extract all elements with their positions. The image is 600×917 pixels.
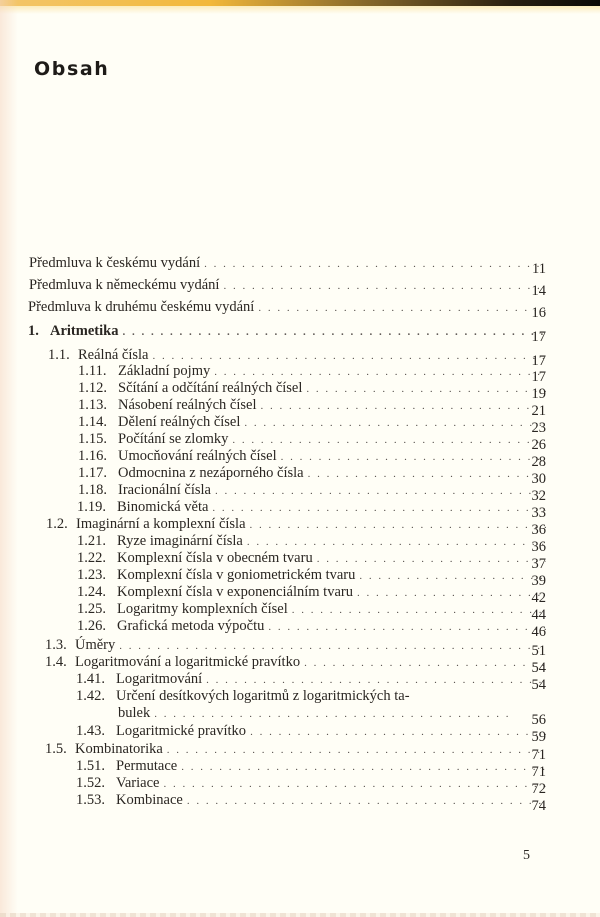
toc-entry-number: 1.5. xyxy=(45,741,67,757)
toc-entry-page: 11 xyxy=(532,261,546,277)
toc-entry-title: Ryze imaginární čísla xyxy=(117,533,243,549)
toc-entry-page: 17 xyxy=(531,353,546,369)
toc-entry-title: Iracionální čísla xyxy=(118,482,211,498)
toc-entry-title: Předmluva k druhému českému vydání xyxy=(28,299,255,315)
toc-entry-title: Logaritmování a logaritmické pravítko xyxy=(75,654,301,670)
toc-entry-page: 37 xyxy=(531,556,546,572)
toc-entry-title: Komplexní čísla v goniometrickém tvaru xyxy=(117,567,356,583)
toc-entry-title: Logaritmy komplexních čísel xyxy=(117,601,288,617)
dot-leader xyxy=(204,255,546,273)
toc-entry-number: 1.1. xyxy=(48,347,70,363)
toc-entry-title: Násobení reálných čísel xyxy=(118,397,257,413)
toc-entry-number: 1.24. xyxy=(77,584,106,600)
toc-entry xyxy=(45,740,546,763)
toc-entry xyxy=(45,636,546,659)
dot-leader xyxy=(122,323,546,341)
toc-entry xyxy=(77,600,546,623)
toc-entry-page: 26 xyxy=(531,437,546,453)
toc-entry-title: Reálná čísla xyxy=(78,347,149,363)
toc-entry-number: 1.21. xyxy=(77,533,106,549)
toc-entry xyxy=(78,413,546,436)
dot-leader xyxy=(223,277,546,295)
toc-entry-page: 28 xyxy=(531,454,546,470)
toc-entry-title: Sčítání a odčítání reálných čísel xyxy=(118,380,303,396)
toc-entry-number: 1.41. xyxy=(76,671,105,687)
toc-entry-number: 1.52. xyxy=(76,775,105,791)
toc-entry-number: 1.22. xyxy=(77,550,106,566)
toc-entry xyxy=(28,322,546,345)
toc-entry-title: Předmluva k českému vydání xyxy=(29,255,201,271)
toc-entry-title: Aritmetika xyxy=(50,323,119,339)
toc-entry-number: 1.4. xyxy=(45,654,67,670)
dot-leader xyxy=(154,705,516,723)
toc-entry-page: 23 xyxy=(531,420,546,436)
toc-entry-title: Dělení reálných čísel xyxy=(118,414,241,430)
toc-entry-title: Grafická metoda výpočtu xyxy=(117,618,265,634)
toc-entry xyxy=(78,379,546,402)
toc-entry-number: 1.26. xyxy=(77,618,106,634)
toc-entry-number: 1.51. xyxy=(76,758,105,774)
toc-entry-page: 74 xyxy=(531,798,546,814)
toc-entry xyxy=(29,254,546,277)
toc-entry-title: Předmluva k německému vydání xyxy=(29,277,220,293)
toc-entry xyxy=(77,566,546,589)
toc-entry-number: 1.43. xyxy=(76,723,105,739)
toc-entry xyxy=(46,515,546,538)
toc-entry-title: Úměry xyxy=(75,637,116,653)
toc-entry-number: 1.42. xyxy=(76,688,105,704)
toc-entry xyxy=(76,774,546,797)
toc-entry-number: 1.11. xyxy=(78,363,107,379)
toc-entry-number: 1.15. xyxy=(78,431,107,447)
toc-entry-page: 71 xyxy=(531,764,546,780)
dot-leader xyxy=(187,792,546,810)
toc-entry-page: 36 xyxy=(531,522,546,538)
toc-entry-page: 42 xyxy=(531,590,546,606)
toc-entry-number: 1.53. xyxy=(76,792,105,808)
toc-entry xyxy=(45,653,546,676)
toc-entry-page: 14 xyxy=(531,283,546,299)
toc-entry-page: 51 xyxy=(531,643,546,659)
toc-entry-continuation xyxy=(118,704,516,722)
toc-entry-title: Binomická věta xyxy=(117,499,209,515)
toc-entry xyxy=(78,430,546,453)
toc-entry-page: 39 xyxy=(531,573,546,589)
toc-entry-title: Komplexní čísla v obecném tvaru xyxy=(117,550,313,566)
dot-leader xyxy=(268,618,546,636)
toc-entry-title: Permutace xyxy=(116,758,178,774)
toc-entry xyxy=(76,722,546,745)
toc-entry-page: 17 xyxy=(531,369,546,385)
toc-entry-title: Základní pojmy xyxy=(118,363,211,379)
toc-entry-number: 1.19. xyxy=(77,499,106,515)
toc-entry-page: 19 xyxy=(531,386,546,402)
toc-entry xyxy=(76,757,546,780)
dot-leader xyxy=(250,723,546,741)
toc-entry-page: 33 xyxy=(531,505,546,521)
toc-entry-title: Kombinace xyxy=(116,792,183,808)
toc-entry xyxy=(77,617,546,640)
page-title: Obsah xyxy=(34,58,110,80)
toc-entry-title: Imaginární a komplexní čísla xyxy=(76,516,246,532)
toc-entry-number: 1.25. xyxy=(77,601,106,617)
toc-entry xyxy=(76,791,546,814)
toc-entry-title: Kombinatorika xyxy=(75,741,163,757)
toc-entry xyxy=(29,276,546,299)
toc-entry-page: 32 xyxy=(531,488,546,504)
toc-entry-number: 1.17. xyxy=(78,465,107,481)
toc-entry-title: Logaritmické pravítko xyxy=(116,723,247,739)
page-number: 5 xyxy=(523,848,530,863)
toc-entry-number: 1.23. xyxy=(77,567,106,583)
toc-entry-title-continued: bulek xyxy=(118,705,151,721)
toc-entry-title: Odmocnina z nezáporného čísla xyxy=(118,465,304,481)
toc-entry xyxy=(78,481,546,504)
toc-entry-title: Počítání se zlomky xyxy=(118,431,229,447)
toc-entry-page: 54 xyxy=(531,677,546,693)
toc-entry-page: 36 xyxy=(531,539,546,555)
toc-entry-title: Určení desítkových logaritmů z logaritmických ta- xyxy=(116,688,410,704)
toc-entry-number: 1.3. xyxy=(45,637,67,653)
toc-entry xyxy=(76,670,546,693)
toc-entry-page: 30 xyxy=(531,471,546,487)
toc-entry xyxy=(78,396,546,419)
toc-entry-page: 16 xyxy=(531,305,546,321)
toc-entry-page: 71 xyxy=(531,747,546,763)
toc-entry-title: Logaritmování xyxy=(116,671,203,687)
toc-entry xyxy=(77,583,546,606)
toc-entry-page: 56 xyxy=(531,712,546,728)
toc-entry-number: 1.13. xyxy=(78,397,107,413)
toc-entry-page: 59 xyxy=(531,729,546,745)
toc-entry xyxy=(77,498,546,521)
toc-entry-number: 1.14. xyxy=(78,414,107,430)
toc-entry-page: 54 xyxy=(531,660,546,676)
toc-entry xyxy=(78,447,546,470)
toc-entry-number: 1.16. xyxy=(78,448,107,464)
toc-entry-page: 46 xyxy=(531,624,546,640)
toc-entry-number: 1. xyxy=(28,323,39,339)
toc-entry-title: Umocňování reálných čísel xyxy=(118,448,277,464)
toc-entry-number: 1.2. xyxy=(46,516,68,532)
toc-entry xyxy=(78,464,546,487)
toc-entry-title: Komplexní čísla v exponenciálním tvaru xyxy=(117,584,353,600)
toc-entry-page: 17 xyxy=(531,329,546,345)
toc-entry-number: 1.18. xyxy=(78,482,107,498)
toc-entry xyxy=(78,362,546,385)
toc-entry xyxy=(77,532,546,555)
toc-entry xyxy=(28,298,546,321)
toc-entry-title: Variace xyxy=(116,775,160,791)
toc-entry-number: 1.12. xyxy=(78,380,107,396)
dot-leader xyxy=(258,299,546,317)
toc-entry-page: 72 xyxy=(531,781,546,797)
toc-entry-page: 21 xyxy=(531,403,546,419)
toc-entry-page: 44 xyxy=(531,607,546,623)
toc-entry xyxy=(77,549,546,572)
